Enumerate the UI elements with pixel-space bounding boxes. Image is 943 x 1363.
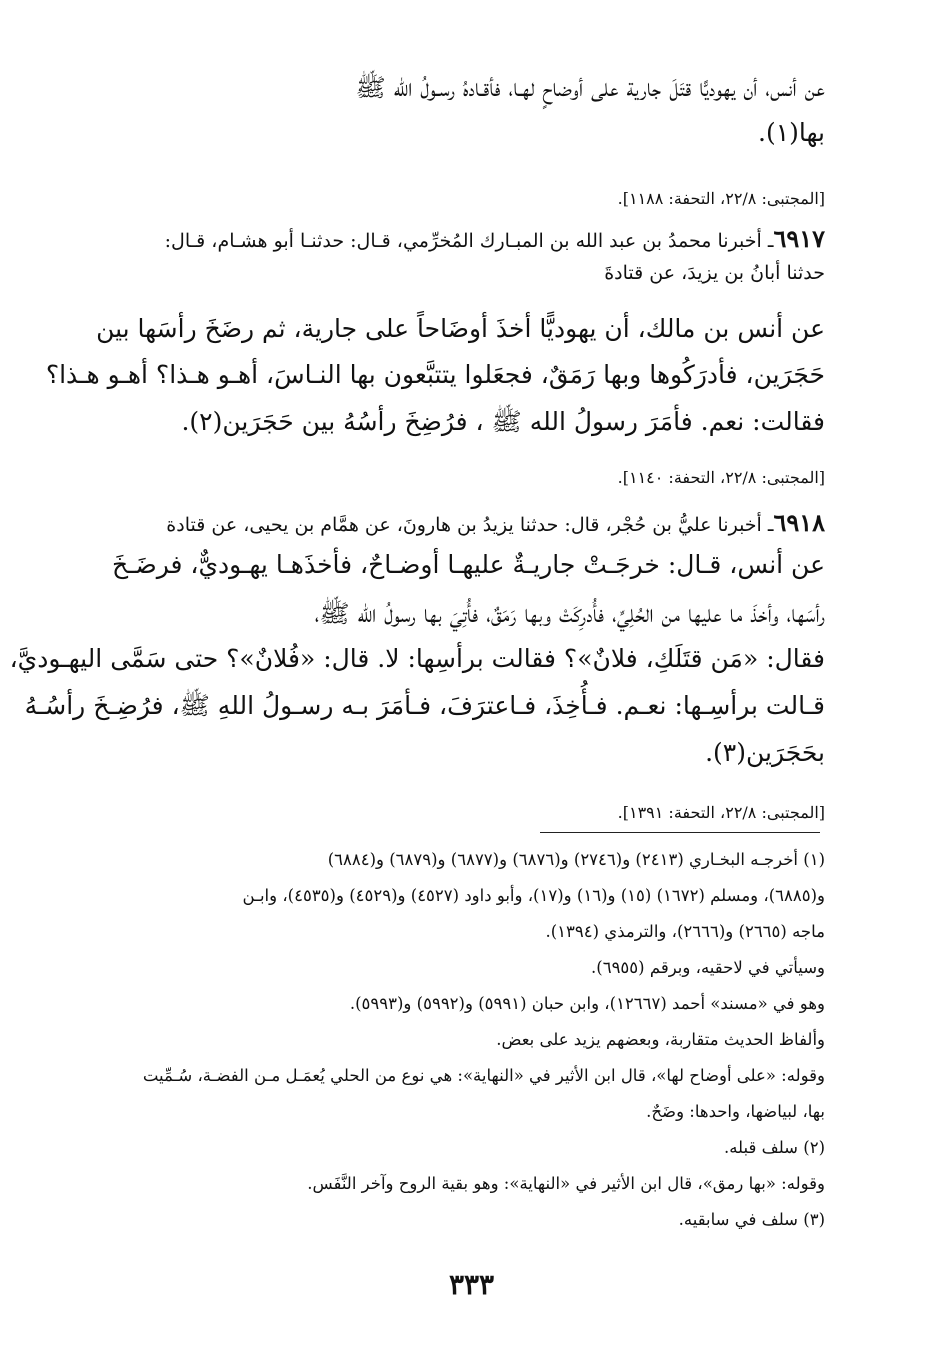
footnote-1-line-1: (١) أخرجـه البخـاري (٢٤١٣) و(٢٧٤٦) و(٦٨٧٦) و(٦٨٧٧) و(٦٨٧٩) و(٦٨٨٤)	[327, 850, 825, 869]
hadith-6918-isnad-line-1	[100, 508, 825, 537]
hadith-6918-matn-line-2: رأسَها، وأخذَ ما عليها من الحُلِيِّ، فأُدرِكَتْ وبها رَمَقٌ، فأُتِيَ بها رسولُ الله ﷺ،	[314, 599, 825, 628]
footnote-1-line-4: وسيأتي في لاحقيه، وبرقم (٦٩٥٥).	[591, 958, 825, 977]
footnote-1-line-6: وألفاظ الحديث متقاربة، وبعضهم يزيد على بعض.	[496, 1030, 825, 1049]
hadith-number-6917: ٦٩١٧	[773, 224, 825, 253]
reference-6917: [المجتبى: ٢٢/٨، التحفة: ١١٤٠].	[617, 468, 825, 487]
hadith-6917-matn-line-1: عن أنس بن مالك، أن يهوديًّا أخذَ أوضَاحاً على جارية، ثم رضَخَ رأسَها بين	[96, 314, 825, 343]
footnote-1-line-8: بها، لبياضها، واحدها: وضَحٌ.	[646, 1102, 825, 1121]
hadith-6916-line-1: عن أنس، أن يهوديًّا قتَلَ جارية على أوضاحٍ لهـا، فأقـادهُ رسـولُ الله ﷺ	[355, 73, 825, 102]
footnote-1-line-5: وهو في «مسند» أحمد (١٢٦٦٧)، وابن حبان (٥٩٩١) و(٥٩٩٢) و(٥٩٩٣).	[349, 994, 825, 1013]
footnote-1-line-3: ماجه (٢٦٦٥) و(٢٦٦٦)، والترمذي (١٣٩٤).	[545, 922, 825, 941]
hadith-6918-matn-line-5: بحَجَرَين(٣).	[705, 738, 825, 767]
hadith-6918-matn-line-1: عن أنس، قـال: خرجَـتْ جاريـةٌ عليهـا أوضـاحٌ، فأخذَهـا يهـوديٌّ، فرضَـخَ	[112, 550, 825, 579]
hadith-6917-matn-line-2: حَجَرَين، فأدرَكُوها وبها رَمَقٌ، فجعَلوا يتتبَّعون بها النـاسَ، أهـو هـذا؟ أهـو هـذا؟	[45, 360, 825, 389]
hadith-6917-isnad-line-2: حدثنا أبانُ بن يزيدَ، عن قتادةَ	[604, 262, 825, 284]
footnote-separator	[540, 832, 820, 833]
reference-6918: [المجتبى: ٢٢/٨، التحفة: ١٣٩١].	[617, 803, 825, 822]
footnote-1-line-2: و(٦٨٨٥)، ومسلم (١٦٧٢) (١٥) و(١٦) و(١٧)، وأبو داود (٤٥٢٧) و(٤٥٢٩) و(٤٥٣٥)، وابـن	[242, 886, 825, 905]
footnote-1-line-7: وقوله: «على أوضاح لها»، قال ابن الأثير في «النهاية»: هي نوع من الحلي يُعمَـل مـن الفضـة، سُـمِّيت	[142, 1066, 825, 1085]
reference-6916: [المجتبى: ٢٢/٨، التحفة: ١١٨٨].	[617, 189, 825, 208]
footnote-2-line-1: (٢) سلف قبله.	[723, 1138, 825, 1157]
hadith-number-6918: ٦٩١٨	[773, 508, 825, 537]
hadith-6918-matn-line-3: فقال: «مَن قتَلَكِ، فلانٌ»؟ فقالت برأسِها: لا. قال: «فُلانٌ»؟ حتى سَمَّى اليهـوديَّ،	[9, 644, 825, 673]
footnote-2-line-2: وقوله: «بها رمق»، قال ابن الأثير في «النهاية»: وهو بقية الروح وآخر النَّفَس.	[307, 1174, 825, 1193]
footnote-3-line-1: (٣) سلف في سابقيه.	[678, 1210, 825, 1229]
hadith-6916-line-2: بها(١).	[758, 118, 825, 147]
hadith-6917-isnad-text: ـ أخبرنا محمدُ بن عبد الله بن المبـارك المُخرِّمي، قـال: حدثنـا أبو هشـام، قـال:	[164, 230, 774, 252]
hadith-6917-isnad-line-1	[100, 224, 825, 253]
hadith-6918-isnad-text: ـ أخبرنا عليُّ بن حُجْر، قال: حدثنا يزيدُ بن هارونَ، عن همَّام بن يحيى، عن قتادة	[166, 514, 774, 536]
hadith-6918-matn-line-4: قـالت برأسِـها: نعـم. فـأُخِذَ، فـاعترَفَ، فـأمَرَ بـه رسـولُ اللهِ ﷺ، فرُضِـخَ رأسُـهُ	[24, 691, 825, 720]
hadith-6917-matn-line-3: فقالت: نعم. فأمَرَ رسولُ الله ﷺ ، فرُضِخَ رأسُهُ بين حَجَرَين(٢).	[181, 407, 825, 436]
page-number: ٣٣٣	[448, 1268, 495, 1301]
